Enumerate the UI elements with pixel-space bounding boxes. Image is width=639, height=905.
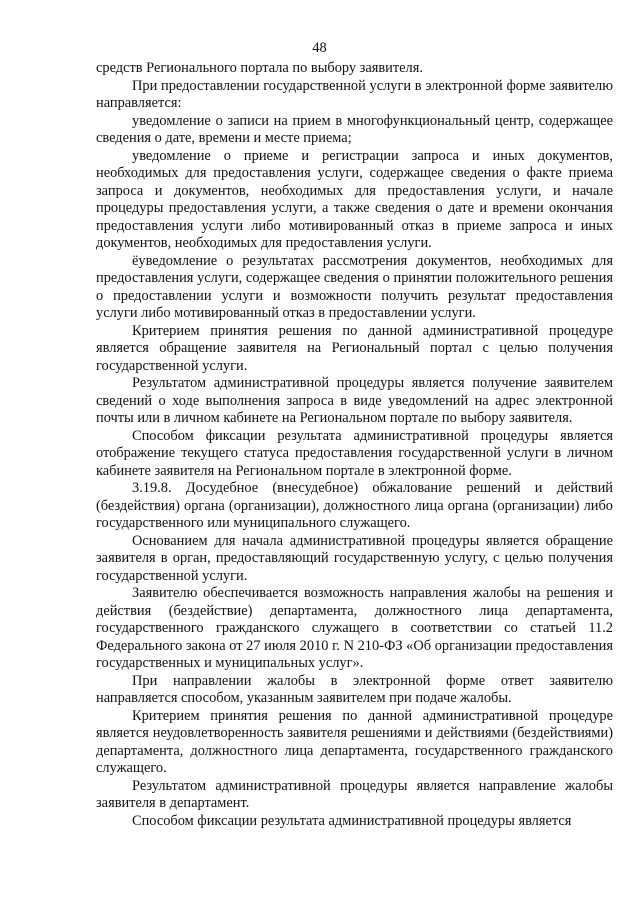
document-body	[96, 60, 613, 830]
paragraph: Заявителю обеспечивается возможность направления жалобы на решения и действия (бездействие) департамента, должностного лица департамента, государственного гражданского служащего в соответствии со статьей 11.2 Федерального закона от 27 июля 2010 г. N 210-ФЗ «Об организации предоставления государственных и муниципальных услуг».	[96, 585, 613, 671]
paragraph: Критерием принятия решения по данной административной процедуре является неудовлетворенность заявителя решениями и действиями (бездействиями) департамента, должностного лица департамента, государственного гражданского служащего.	[96, 707, 613, 776]
paragraph: уведомление о приеме и регистрации запроса и иных документов, необходимых для предоставления услуги, содержащее сведения о факте приема запроса и документов, необходимых для предоставления услуги, и начале процедуры предоставления услуги, а также сведения о дате и времени окончания предоставления услуги либо мотивированный отказ в приеме запроса и иных документов, необходимых для предоставления услуги.	[96, 147, 613, 251]
paragraph: Результатом административной процедуры является направление жалобы заявителя в департамент.	[96, 777, 613, 811]
paragraph: ёуведомление о результатах рассмотрения документов, необходимых для предоставления услуги, содержащее сведения о принятии положительного решения о предоставлении услуги и возможности получить результат предоставления услуги либо мотивированный отказ в предоставлении услуги.	[96, 252, 613, 321]
paragraph: средств Регионального портала по выбору заявителя.	[96, 60, 423, 76]
paragraph: 3.19.8. Досудебное (внесудебное) обжалование решений и действий (бездействия) органа (организации), должностного лица органа (организации) либо государственного или муниципального служащего.	[96, 480, 613, 531]
paragraph: При предоставлении государственной услуги в электронной форме заявителю направляется:	[96, 77, 613, 111]
paragraph: Результатом административной процедуры является получение заявителем сведений о ходе выполнения запроса в виде уведомлений на адрес электронной почты или в личном кабинете на Региональном портале по выбору заявителя.	[96, 375, 613, 426]
paragraph: Способом фиксации результата административной процедуры является отображение текущего статуса предоставления государственной услуги в личном кабинете заявителя на Региональном портале в электронной форме.	[96, 427, 613, 479]
paragraph: Способом фиксации результата административной процедуры является	[132, 812, 572, 829]
paragraph: Критерием принятия решения по данной административной процедуре является обращение заявителя на Региональный портал с целью получения государственной услуги.	[96, 322, 613, 374]
paragraph: уведомление о записи на прием в многофункциональный центр, содержащее сведения о дате, времени и месте приема;	[96, 112, 613, 146]
page-number: 48	[312, 40, 327, 56]
paragraph: При направлении жалобы в электронной форме ответ заявителю направляется способом, указанным заявителем при подаче жалобы.	[96, 672, 613, 706]
paragraph: Основанием для начала административной процедуры является обращение заявителя в орган, предоставляющий государственную услугу, с целью получения государственной услуги.	[96, 532, 613, 584]
